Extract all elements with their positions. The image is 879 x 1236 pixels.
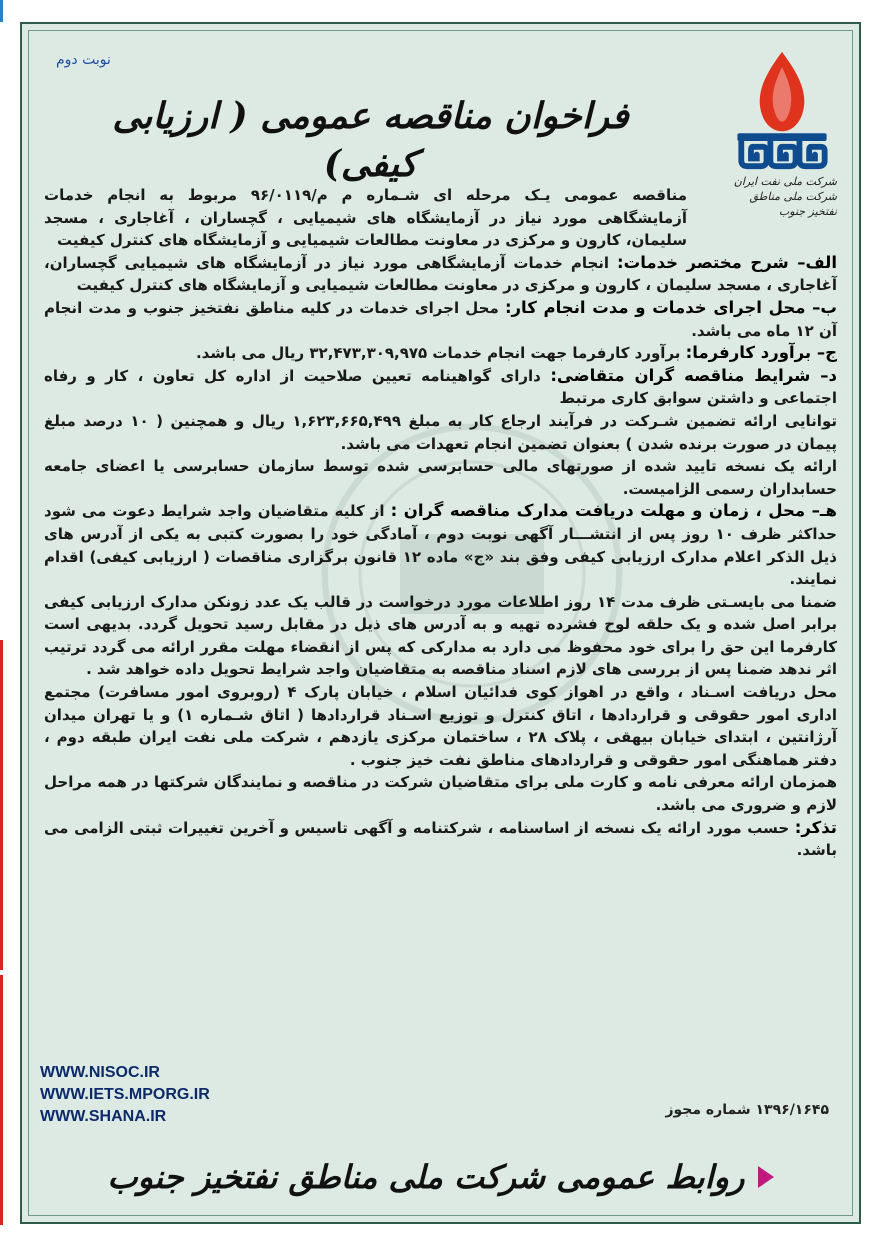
- section-e: [44, 500, 837, 590]
- note-text: حسب مورد ارائه یک نسخه از اساسنامه ، شرکتنامه و آگهی تاسیس و آخرین تغییرات ثبتی الزامی می باشد.: [44, 818, 837, 860]
- nioc-logo-icon: [733, 46, 831, 172]
- left-edge-strip-blue: [0, 0, 3, 22]
- section-d: [44, 365, 837, 410]
- left-edge-strip-red-lower: [0, 975, 3, 1225]
- left-edge-strip-red: [0, 640, 3, 970]
- section-e-deadline: ضمنا می بایسـتی ظرف مدت ۱۴ روز اطلاعات مورد درخواست در قالب یک عدد زونکن مدارک ارزیابی کیفی برابر اصل شده و یک حلقه لوح فشرده تهیه و به آدرس های ذیل در مقابل رسید تحویل گردد. بدیهی است کارفرما این حق را برای خود محفوظ می دارد به مدارکی که پس از انقضاء مهلت مقرر ارائه می گردد ترتیب اثر ندهد ضمنا پس از بررسی های لازم اسناد مناقصه به متقاضیان واجد شرایط تحویل داده خواهد شد .: [44, 592, 837, 679]
- section-a-text: انجام خدمات آزمایشگاهی مورد نیاز در آزمایشگاه های شیمیایی گچساران، آغاجاری ، مسجد سلیمان ، کارون و مرکزی در معاونت مطالعات شیمیایی و آزمایشگاه های کنترل کیفیت: [44, 253, 837, 295]
- section-d-financial: ارائه یک نسخه تایید شده از صورتهای مالی حسابرسی شده توسط سازمان حسابرسی یا اعضای جامعه حسابداران رسمی الزامیست.: [44, 457, 837, 498]
- notice-body: [44, 184, 837, 862]
- section-b: [44, 297, 837, 342]
- section-d-label: د– شرایط مناقصه گران متقاضی:: [550, 365, 837, 385]
- link-iets[interactable]: WWW.IETS.MPORG.IR: [40, 1086, 210, 1103]
- link-nisoc[interactable]: WWW.NISOC.IR: [40, 1064, 160, 1081]
- section-b-text: محل اجرای خدمات در کلیه مناطق نفتخیز جنوب و مدت انجام آن ۱۲ ماه می باشد.: [44, 298, 837, 340]
- notice-frame: [20, 22, 861, 1224]
- page-title: فراخوان مناقصه عمومی ( ارزیابی کیفی): [112, 95, 629, 185]
- section-a: [44, 252, 837, 297]
- intro-paragraph: مناقصه عمومی یـک مرحله ای شـماره م م/۹۶/۰۱۱۹ مربوط به انجام خدمات آزمایشگاهی مورد نیاز در آزمایشگاه های شیمیایی ، گچساران ، آغاجاری ، مسجد سلیمان، کارون و مرکزی در معاونت مطالعات شیمیایی و آزمایشگاه های کنترل کیفیت: [44, 186, 687, 250]
- section-c-label: ج– برآورد کارفرما:: [685, 343, 837, 363]
- section-c: [44, 342, 837, 365]
- footer-signature: [22, 1146, 859, 1208]
- website-links: [40, 1062, 210, 1128]
- section-e-label: هـ– محل ، زمان و مهلت دریافت مدارک مناقصه گران :: [390, 501, 837, 521]
- license-number: ۱۳۹۶/۱۶۴۵ شماره مجوز: [665, 1102, 829, 1118]
- note-paragraph: [44, 817, 837, 862]
- company-tag-line-1: شرکت ملی نفت ایران: [733, 175, 837, 188]
- company-tag-line-2: شرکت ملی مناطق نفتخیز جنوب: [749, 190, 837, 218]
- link-shana[interactable]: WWW.SHANA.IR: [40, 1108, 167, 1125]
- section-c-text: برآورد کارفرما جهت انجام خدمات ۳۲,۴۷۳,۳۰۹,۹۷۵ ریال می باشد.: [195, 344, 681, 363]
- section-b-label: ب– محل اجرای خدمات و مدت انجام کار:: [504, 297, 837, 317]
- address-paragraph: محل دریافت اسـناد ، واقع در اهواز کوی فدائیان اسلام ، خیابان پارک ۴ (روبروی امور مسافرت) مجتمع اداری امور حقوقی و قراردادها ، اتاق کنترل و توزیع اسـناد قراردادها ( اتاق شـماره ۱) و یا تهران میدان آرژانتین ، ابتدای خیابان بیهقی ، پلاک ۲۸ ، ساختمان مرکزی یازدهم ، شرکت ملی نفت ایران طبقه دوم ، دفتر هماهنگی امور حقوقی و قراردادهای مناطق نفت خیز جنوب .: [44, 683, 837, 769]
- section-d-guarantee: توانایی ارائه تضمین شـرکت در فرآیند ارجاع کار به مبلغ ۱,۶۲۳,۶۶۵,۴۹۹ ریال و همچنین ( ۱۰ درصد مبلغ پیمان در صورت برنده شدن ) بعنوان تضمین انجام تعهدات می باشد.: [44, 411, 837, 453]
- arrow-icon: [758, 1166, 774, 1188]
- section-a-label: الف– شرح مختصر خدمات:: [617, 252, 837, 272]
- introduction-letter-paragraph: همزمان ارائه معرفی نامه و کارت ملی برای متقاضیان شرکت در مناقصه و نمایندگان شرکتها در همه مراحل لازم و ضروری می باشد.: [44, 773, 837, 815]
- note-label: تذکر:: [794, 817, 837, 837]
- section-d-text: دارای گواهینامه تعیین صلاحیت از اداره کل تعاون ، کار و رفاه اجتماعی و داشتن سوابق کاری مرتبط: [44, 366, 837, 408]
- section-e-text: از کلیه متقاضیان واجد شرایط دعوت می شود حداکثر ظرف ۱۰ روز پس از انتشـــار آگهی نوبت دوم ، آمادگی خود را بصورت کتبی به یکی از آدرس های ذیل الذکر اعلام مدارک ارزیابی کیفی وفق بند «ج» ماده ۱۲ قانون برگزاری مناقصات ( ارزیابی کیفی) اقدام نمایند.: [44, 502, 838, 589]
- footer-text: روابط عمومی شرکت ملی مناطق نفتخیز جنوب: [107, 1158, 745, 1196]
- round-note: نوبت دوم: [56, 52, 111, 68]
